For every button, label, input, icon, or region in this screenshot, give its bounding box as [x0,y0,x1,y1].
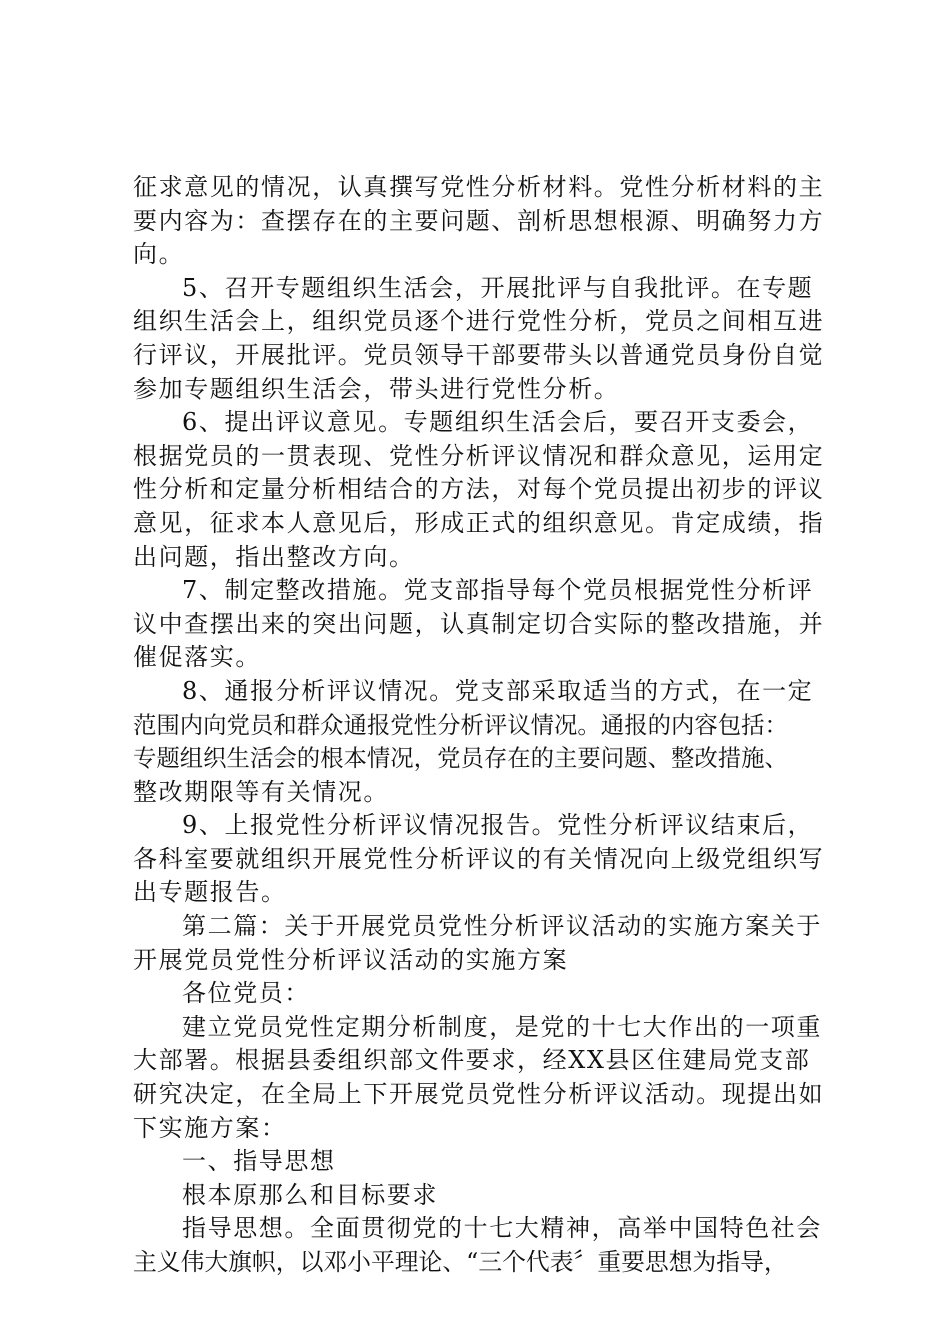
text-line: 催促落实。 [133,643,261,672]
text-line: 9、上报党性分析评议情况报告。党性分析评议结束后， [182,811,814,840]
text-line: 范围内向党员和群众通报党性分析评议情况。通报的内容包括： [133,710,788,739]
text-line: 建立党员党性定期分析制度，是党的十七大作出的一项重 [182,1012,822,1041]
text-line: 组织生活会上，组织党员逐个进行党性分析，党员之间相互进 [133,307,825,336]
text-line: 行评议，开展批评。党员领导干部要带头以普通党员身份自觉 [133,340,825,369]
text-line: 一、指导思想 [182,1147,336,1176]
text-line: 8、通报分析评议情况。党支部采取适当的方式，在一定 [182,676,814,705]
document-body [133,171,833,1280]
text-line: 主义伟大旗帜，以邓小平理论、“三个代表〞重要思想为指导， [133,1248,788,1276]
text-line: 性分析和定量分析相结合的方法，对每个党员提出初步的评议 [133,475,825,504]
text-line: 根本原那么和目标要求 [182,1180,438,1209]
text-line: 征求意见的情况，认真撰写党性分析材料。党性分析材料的主 [133,173,825,201]
text-line: 6、提出评议意见。专题组织生活会后，要召开支委会， [182,408,814,437]
text-line: 7、制定整改措施。党支部指导每个党员根据党性分析评 [182,576,814,605]
text-line: 5、召开专题组织生活会，开展批评与自我批评。在专题 [182,273,814,302]
text-line: 议中查摆出来的突出问题，认真制定切合实际的整改措施，并 [133,609,825,638]
text-line: 研究决定，在全局上下开展党员党性分析评议活动。现提出如 [133,1080,825,1109]
text-line: 开展党员党性分析评议活动的实施方案 [133,945,569,974]
text-line: 向。 [133,240,185,269]
text-line: 根据党员的一贯表现、党性分析评议情况和群众意见，运用定 [133,441,825,470]
text-line: 第二篇：关于开展党员党性分析评议活动的实施方案关于 [182,912,822,941]
text-line: 出问题，指出整改方向。 [133,542,415,571]
text-line: 参加专题组织生活会，带头进行党性分析。 [133,374,620,403]
text-line: 各位党员： [182,979,310,1008]
text-line: 专题组织生活会的根本情况，党员存在的主要问题、整改措施、 [133,744,788,773]
text-line: 指导思想。全面贯彻党的十七大精神，高举中国特色社会 [182,1214,822,1243]
text-line: 要内容为：查摆存在的主要问题、剖析思想根源、明确努力方 [133,206,825,235]
text-line: 下实施方案： [133,1113,287,1142]
text-line: 各科室要就组织开展党性分析评议的有关情况向上级党组织写 [133,844,825,873]
text-line: 大部署。根据县委组织部文件要求，经XX县区住建局党支部 [133,1046,811,1075]
text-line: 整改期限等有关情况。 [133,777,389,806]
text-line: 出专题报告。 [133,878,287,907]
text-line: 意见，征求本人意见后，形成正式的组织意见。肯定成绩，指 [133,508,825,537]
